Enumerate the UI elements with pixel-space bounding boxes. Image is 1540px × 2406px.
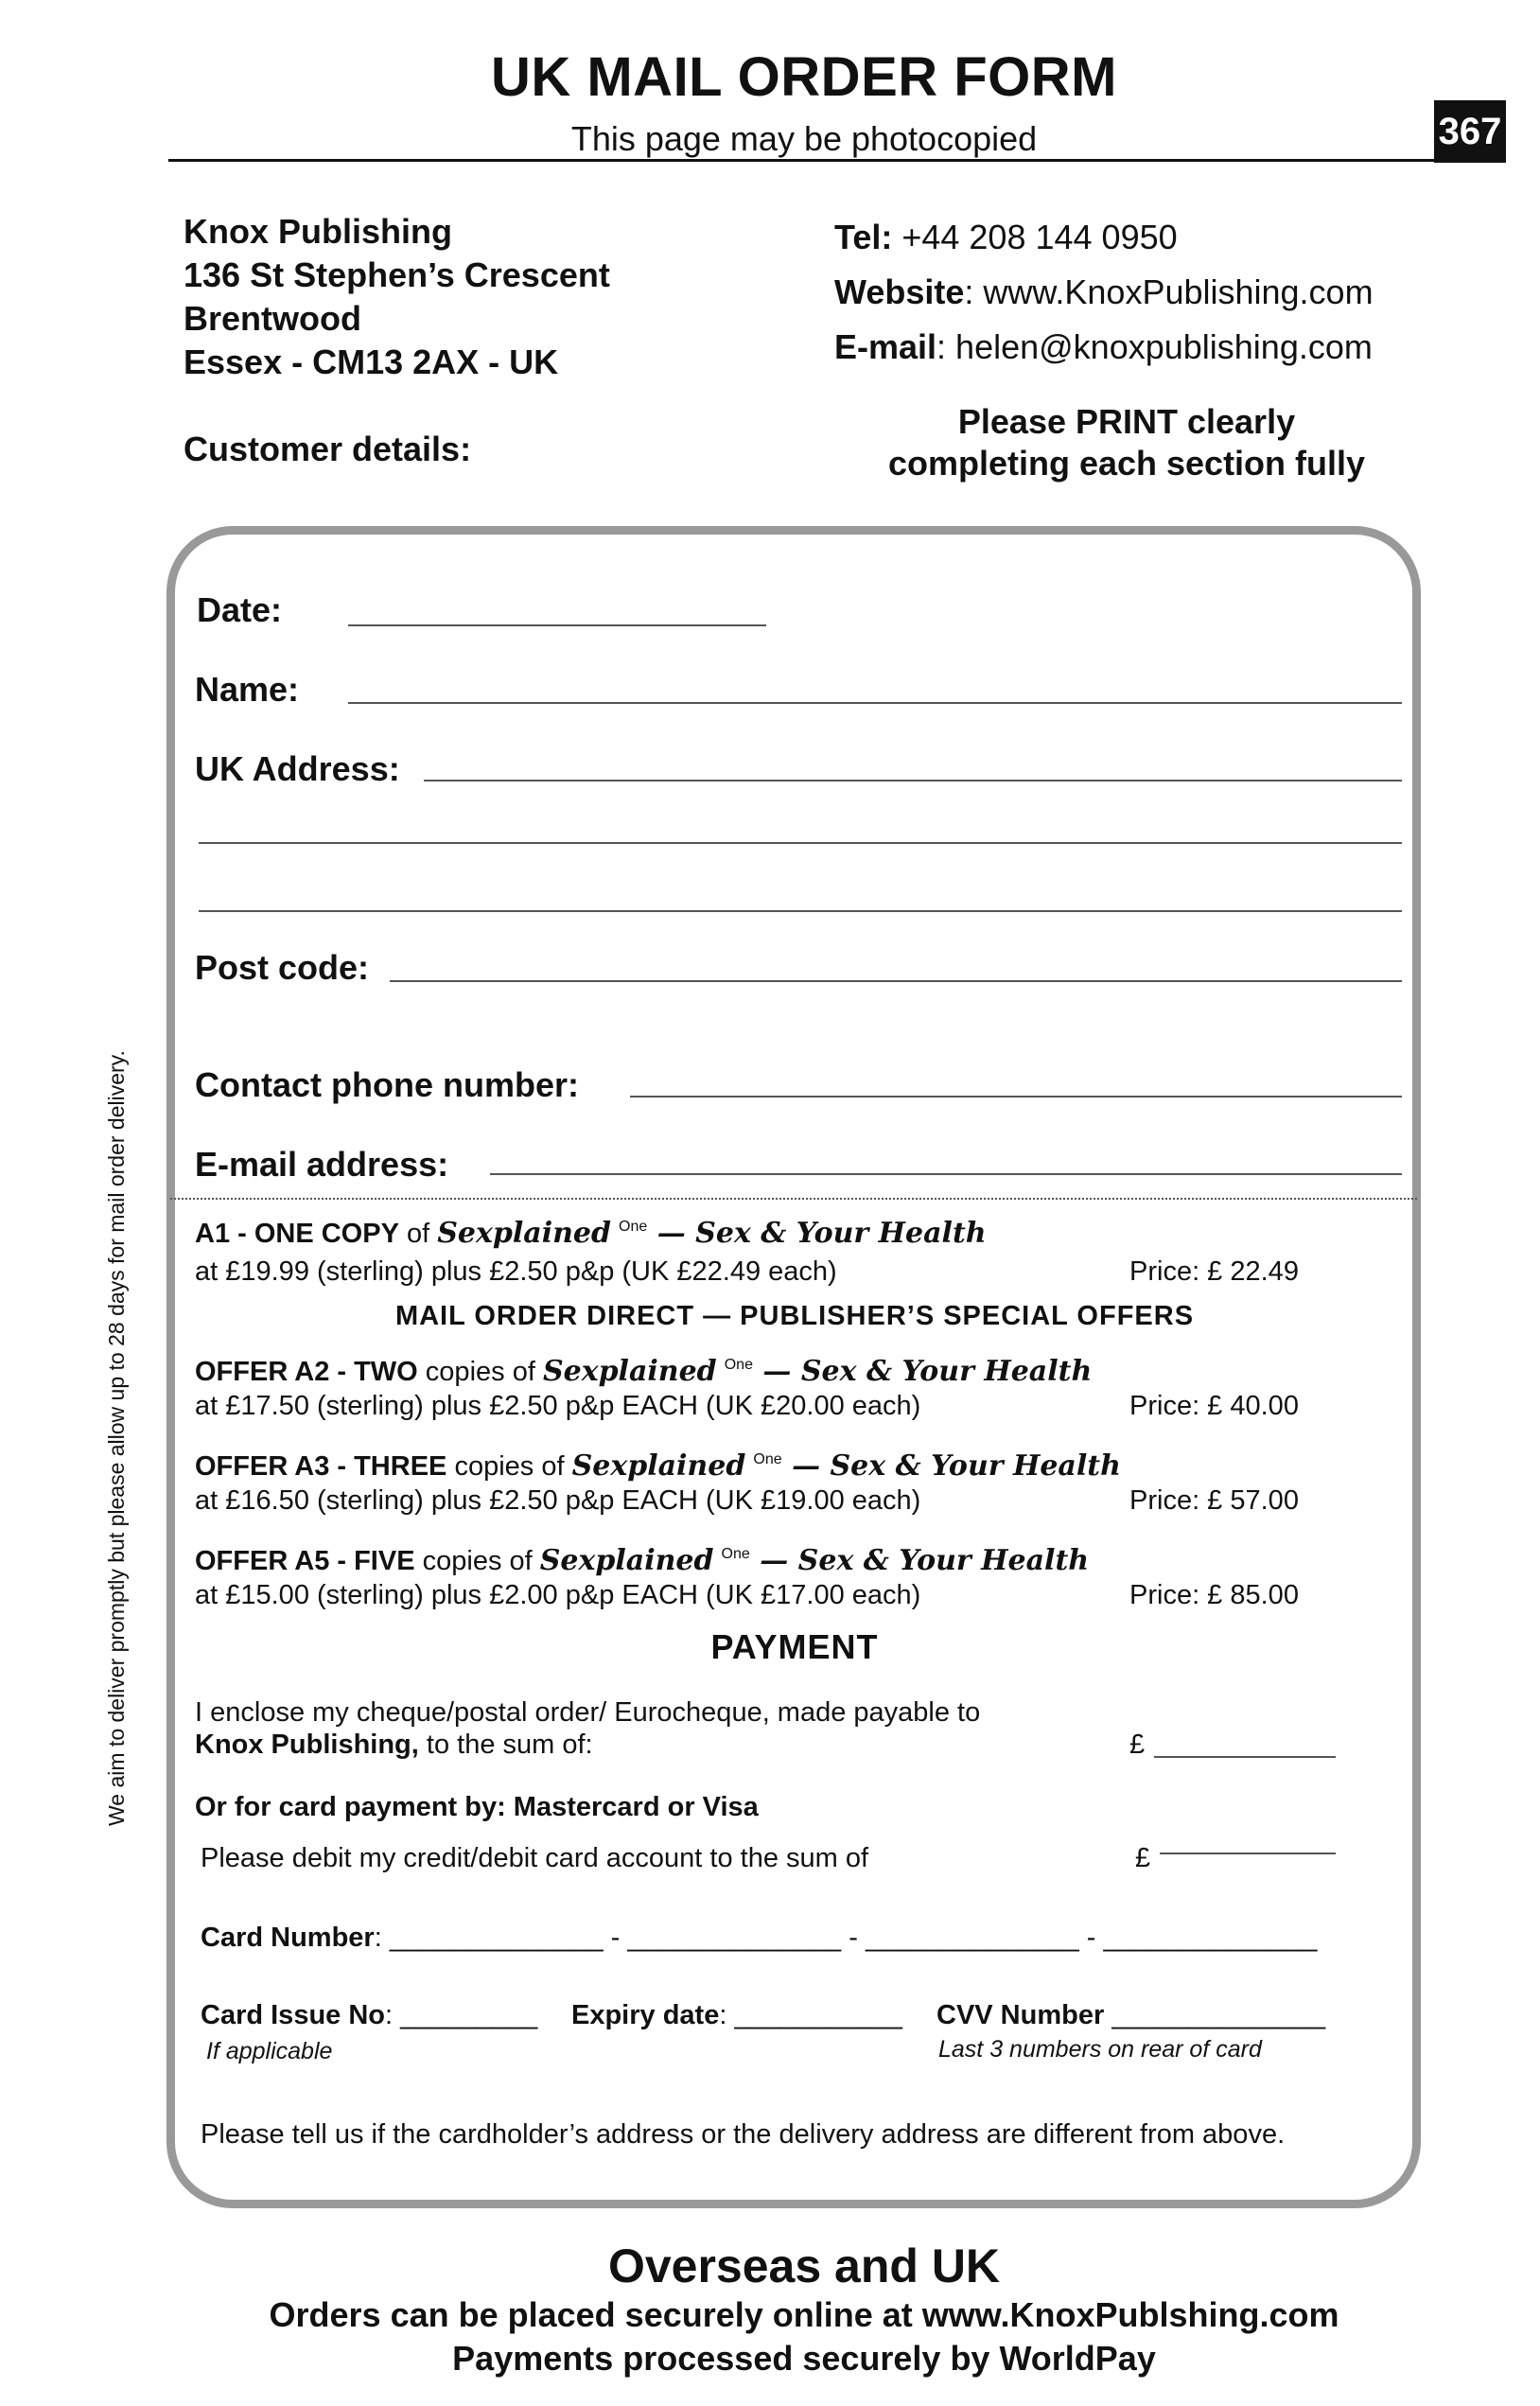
date-label: Date: <box>197 590 283 629</box>
product-a3-detail: at £16.50 (sterling) plus £2.50 p&p EACH (UK £19.00 each) <box>195 1485 921 1516</box>
expiry-field[interactable]: Expiry date: ___________ <box>571 2000 902 2030</box>
contact-tel: Tel: +44 208 144 0950 <box>834 218 1178 256</box>
date-field[interactable] <box>348 624 766 626</box>
debit-amount-field[interactable] <box>1160 1853 1336 1854</box>
print-note: Please PRINT clearly completing each section fully <box>887 402 1366 483</box>
product-a3-price: Price: £ 57.00 <box>1129 1485 1299 1516</box>
header-rule <box>168 159 1502 162</box>
payment-heading: PAYMENT <box>710 1627 879 1666</box>
contact-website: Website: www.KnoxPublishing.com <box>834 272 1374 311</box>
product-a2-price: Price: £ 40.00 <box>1129 1391 1299 1421</box>
publisher-county: Essex - CM13 2AX - UK <box>184 342 559 381</box>
footer-text <box>0 2293 1540 2380</box>
cheque-payee: Knox Publishing, to the sum of: <box>195 1730 593 1760</box>
debit-pound: £ <box>1135 1843 1151 1873</box>
offers-heading: MAIL ORDER DIRECT — PUBLISHER’S SPECIAL OFFERS <box>394 1301 1195 1331</box>
phone-label: Contact phone number: <box>195 1065 579 1104</box>
footer-heading: Overseas and UK <box>607 2239 1001 2292</box>
contact-email: E-mail: helen@knoxpublishing.com <box>834 327 1373 366</box>
email-label: E-mail address: <box>195 1145 449 1184</box>
product-a3: OFFER A3 - THREE copies of Sexplained $^{One}$ — Sex & Your Health <box>195 1449 1121 1483</box>
address-label: UK Address: <box>195 749 400 788</box>
page-subtitle: This page may be photocopied <box>570 119 1038 158</box>
product-a1-detail: at £19.99 (sterling) plus £2.50 p&p (UK £22.49 each) <box>195 1256 837 1287</box>
postcode-field[interactable] <box>390 980 1402 982</box>
cheque-amount-field[interactable] <box>1154 1756 1336 1758</box>
page-title: UK MAIL ORDER FORM <box>490 46 1117 108</box>
product-a2: OFFER A2 - TWO copies of Sexplained $^{One}$ — Sex & Your Health <box>195 1355 1093 1388</box>
postcode-label: Post code: <box>195 948 370 987</box>
delivery-side-note: We aim to deliver promptly but please allow up to 28 days for mail order delivery. <box>104 1050 129 1826</box>
card-number-row[interactable]: Card Number: ______________ - ______________ - ______________ - ______________ <box>201 1923 1318 1953</box>
cvv-note: Last 3 numbers on rear of card <box>938 2036 1262 2063</box>
cvv-field[interactable]: CVV Number ______________ <box>936 2000 1326 2030</box>
phone-field[interactable] <box>630 1096 1402 1098</box>
contact-info <box>834 210 1374 375</box>
publisher-street: 136 St Stephen’s Crescent <box>184 255 610 294</box>
address-field-2[interactable] <box>199 842 1402 844</box>
product-a5-price: Price: £ 85.00 <box>1129 1580 1299 1610</box>
address-field-1[interactable] <box>424 780 1402 782</box>
product-a5: OFFER A5 - FIVE copies of Sexplained $^{One}$ — Sex & Your Health <box>195 1544 1090 1577</box>
section-divider <box>170 1198 1417 1200</box>
product-a1-price: Price: £ 22.49 <box>1129 1256 1299 1287</box>
footer-worldpay: Payments processed securely by WorldPay <box>452 2339 1156 2378</box>
cheque-line: I enclose my cheque/postal order/ Eurocheque, made payable to <box>195 1697 981 1728</box>
debit-line: Please debit my credit/debit card account to the sum of <box>201 1843 869 1873</box>
publisher-address <box>184 210 610 384</box>
customer-details-heading: Customer details: <box>184 430 472 468</box>
name-field[interactable] <box>348 702 1402 704</box>
issue-number-field[interactable]: Card Issue No: _________ <box>201 2000 538 2030</box>
address-field-3[interactable] <box>199 910 1402 912</box>
product-a1: A1 - ONE COPY of Sexplained $^{One}$ — Sex & Your Health <box>195 1217 987 1250</box>
email-field[interactable] <box>490 1173 1402 1175</box>
product-a5-detail: at £15.00 (sterling) plus £2.00 p&p EACH (UK £17.00 each) <box>195 1580 921 1610</box>
publisher-town: Brentwood <box>184 299 361 338</box>
page-number: 367 <box>1434 100 1506 163</box>
name-label: Name: <box>195 670 300 709</box>
address-difference-note: Please tell us if the cardholder’s address or the delivery address are different from above. <box>201 2119 1286 2150</box>
card-payment-heading: Or for card payment by: Mastercard or Visa <box>195 1792 759 1822</box>
product-a2-detail: at £17.50 (sterling) plus £2.50 p&p EACH (UK £20.00 each) <box>195 1391 921 1421</box>
footer-online-orders: Orders can be placed securely online at www.KnoxPublshing.com <box>269 2295 1339 2334</box>
issue-note: If applicable <box>206 2038 333 2064</box>
cheque-pound: £ <box>1129 1730 1146 1760</box>
publisher-name: Knox Publishing <box>184 212 452 251</box>
